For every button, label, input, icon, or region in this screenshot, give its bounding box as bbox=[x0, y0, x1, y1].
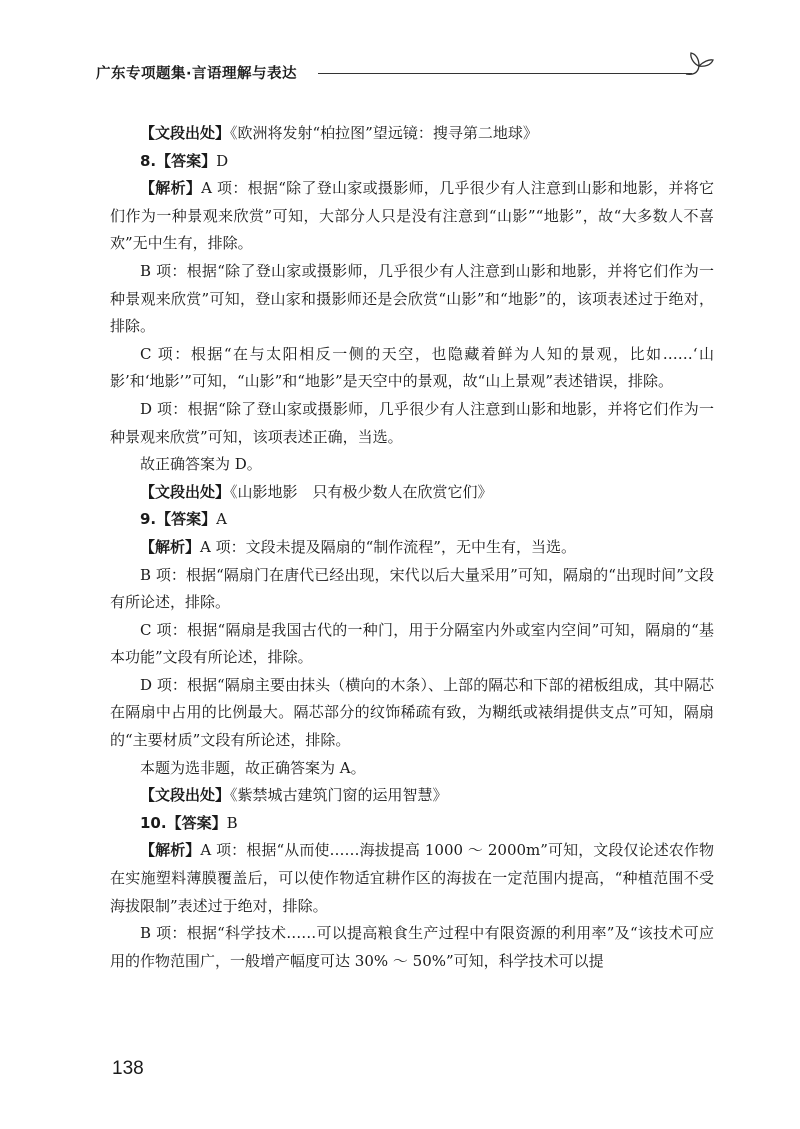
paragraph-text: B 项：根据“除了登山家或摄影师，几乎很少有人注意到山影和地影，并将它们作为一种景观来欣赏”可知，登山家和摄影师还是会欣赏“山影”和“地影”的，该项表述过于绝对，排除。 bbox=[110, 261, 714, 336]
paragraph-text: A 项：根据“除了登山家或摄影师，几乎很少有人注意到山影和地影，并将它们作为一种景观来欣赏”可知，大部分人只是没有注意到“山影”“地影”，故“大多数人不喜欢”无中生有，排除。 bbox=[110, 179, 714, 253]
paragraph-text: C 项：根据“隔扇是我国古代的一种门，用于分隔室内外或室内空间”可知，隔扇的“基本功能”文段有所论述，排除。 bbox=[110, 620, 714, 667]
paragraph bbox=[110, 562, 714, 617]
paragraph bbox=[110, 396, 714, 451]
paragraph-text: 本题为选非题，故正确答案为 A。 bbox=[140, 758, 366, 777]
paragraph bbox=[110, 920, 714, 975]
paragraph-text: D 项：根据“隔扇主要由抹头（横向的木条）、上部的隔芯和下部的裙板组成，其中隔芯在隔扇中占用的比例最大。隔芯部分的纹饰稀疏有致，为糊纸或裱绢提供支点”可知，隔扇的“主要材质”文段有所论述，排除。 bbox=[110, 675, 714, 750]
paragraph bbox=[110, 479, 714, 507]
header-rule bbox=[318, 73, 692, 74]
page-body bbox=[110, 120, 714, 975]
paragraph-text: 故正确答案为 D。 bbox=[140, 455, 262, 474]
paragraph-label: 【文段出处】 bbox=[140, 786, 231, 805]
paragraph-label: 【解析】 bbox=[140, 841, 201, 860]
paragraph bbox=[110, 258, 714, 341]
paragraph-text: 《紫禁城古建筑门窗的运用智慧》 bbox=[230, 786, 448, 805]
paragraph bbox=[110, 782, 714, 810]
sprout-icon bbox=[682, 44, 716, 78]
paragraph bbox=[110, 148, 714, 176]
paragraph bbox=[110, 451, 714, 479]
paragraph bbox=[110, 837, 714, 920]
paragraph-label: 【解析】 bbox=[140, 179, 202, 198]
paragraph-label: 【解析】 bbox=[140, 537, 201, 556]
paragraph-text: A 项：文段未提及隔扇的“制作流程”，无中生有，当选。 bbox=[200, 537, 576, 556]
paragraph-label: 10.【答案】 bbox=[140, 813, 227, 832]
paragraph bbox=[110, 341, 714, 396]
paragraph bbox=[110, 672, 714, 755]
paragraph bbox=[110, 617, 714, 672]
paragraph-label: 8.【答案】 bbox=[140, 151, 217, 170]
paragraph-text: A bbox=[216, 510, 227, 529]
paragraph bbox=[110, 755, 714, 783]
page-number: 138 bbox=[112, 1058, 144, 1079]
paragraph-text: B 项：根据“科学技术……可以提高粮食生产过程中有限资源的利用率”及“该技术可应用的作物范围广，一般增产幅度可达 30% ～ 50%”可知，科学技术可以提 bbox=[110, 924, 714, 970]
paragraph bbox=[110, 506, 714, 534]
paragraph bbox=[110, 175, 714, 258]
paragraph bbox=[110, 534, 714, 562]
paragraph-label: 9.【答案】 bbox=[140, 510, 217, 529]
paragraph-text: C 项：根据“在与太阳相反一侧的天空，也隐藏着鲜为人知的景观，比如……‘山影’和‘地影’”可知，“山影”和“地影”是天空中的景观，故“山上景观”表述错误，排除。 bbox=[110, 344, 714, 391]
paragraph-text: 《山影地影 只有极少数人在欣赏它们》 bbox=[230, 482, 493, 501]
paragraph-text: B bbox=[226, 813, 238, 832]
paragraph-label: 【文段出处】 bbox=[140, 124, 231, 142]
paragraph-text: A 项：根据“从而使……海拔提高 1000 ～ 2000m”可知，文段仅论述农作物在实施塑料薄膜覆盖后，可以使作物适宜耕作区的海拔在一定范围内提高，“种植范围不受海拔限制”表述过于绝对，排除。 bbox=[110, 841, 714, 915]
paragraph-text: B 项：根据“隔扇门在唐代已经出现，宋代以后大量采用”可知，隔扇的“出现时间”文段有所论述，排除。 bbox=[110, 565, 714, 612]
paragraph-label: 【文段出处】 bbox=[140, 482, 231, 501]
paragraph-text: 《欧洲将发射“柏拉图”望远镜：搜寻第二地球》 bbox=[230, 124, 538, 142]
paragraph bbox=[110, 810, 714, 838]
paragraph bbox=[110, 120, 714, 148]
header-title: 广东专项题集·言语理解与表达 bbox=[96, 66, 298, 82]
paragraph-text: D bbox=[216, 151, 229, 170]
running-header bbox=[96, 60, 716, 86]
paragraph-text: D 项：根据“除了登山家或摄影师，几乎很少有人注意到山影和地影，并将它们作为一种景观来欣赏”可知，该项表述正确，当选。 bbox=[110, 399, 714, 446]
